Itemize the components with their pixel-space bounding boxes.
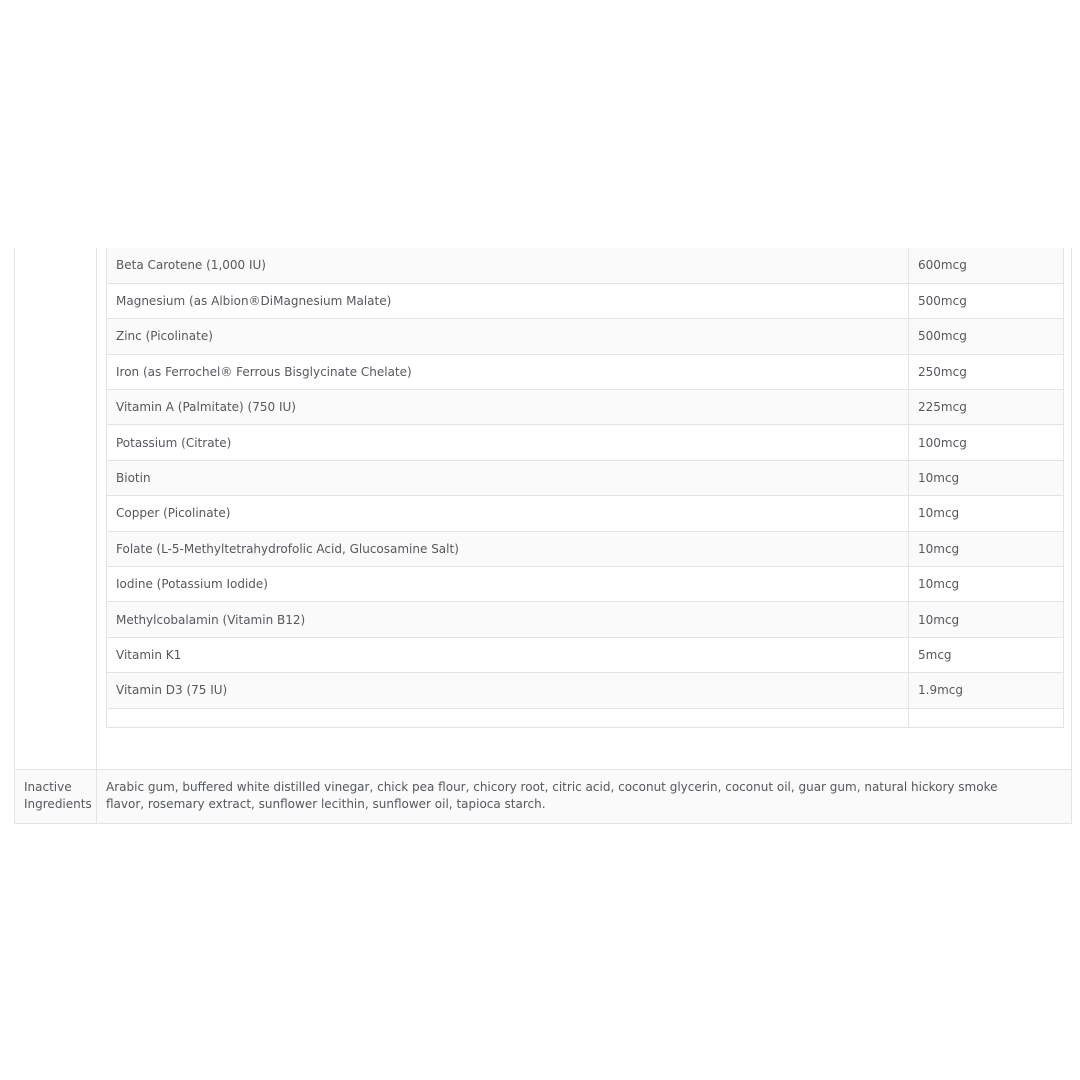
table-row — [107, 248, 1064, 283]
empty-cell — [909, 708, 1064, 727]
inactive-ingredients-text: Arabic gum, buffered white distilled vinegar, chick pea flour, chicory root, citric acid, coconut glycerin, coconut oil, guar gum, natural hickory smoke flavor, rosemary extract, sunflower lecithin, sunflower oil, tapioca starch. — [106, 780, 998, 811]
ingredients-table-body — [107, 248, 1064, 727]
inactive-ingredients-row — [15, 769, 1071, 823]
ingredient-amount: 1.9mcg — [909, 673, 1064, 708]
active-ingredients-label-cell — [15, 248, 97, 769]
ingredient-amount: 225mcg — [909, 390, 1064, 425]
table-row — [107, 283, 1064, 318]
empty-cell — [107, 708, 909, 727]
ingredient-name: Biotin — [107, 460, 909, 495]
active-ingredients-content-cell — [97, 248, 1071, 769]
table-row — [107, 531, 1064, 566]
supplement-facts-table — [14, 248, 1072, 824]
ingredients-table — [106, 248, 1064, 728]
table-row — [107, 673, 1064, 708]
ingredient-amount: 10mcg — [909, 460, 1064, 495]
ingredient-amount: 10mcg — [909, 602, 1064, 637]
ingredient-name: Zinc (Picolinate) — [107, 319, 909, 354]
ingredient-name: Copper (Picolinate) — [107, 496, 909, 531]
ingredient-amount: 250mcg — [909, 354, 1064, 389]
ingredient-amount: 5mcg — [909, 637, 1064, 672]
ingredient-name: Beta Carotene (1,000 IU) — [107, 248, 909, 283]
ingredient-name: Magnesium (as Albion®DiMagnesium Malate) — [107, 283, 909, 318]
ingredient-amount: 10mcg — [909, 531, 1064, 566]
ingredient-amount: 500mcg — [909, 319, 1064, 354]
ingredient-name: Vitamin A (Palmitate) (750 IU) — [107, 390, 909, 425]
ingredient-amount: 10mcg — [909, 567, 1064, 602]
ingredient-name: Folate (L-5-Methyltetrahydrofolic Acid, Glucosamine Salt) — [107, 531, 909, 566]
ingredient-name: Iron (as Ferrochel® Ferrous Bisglycinate Chelate) — [107, 354, 909, 389]
inactive-ingredients-label: Inactive Ingredients — [15, 770, 97, 823]
table-row — [107, 602, 1064, 637]
table-row — [107, 390, 1064, 425]
ingredient-name: Iodine (Potassium Iodide) — [107, 567, 909, 602]
table-row — [107, 319, 1064, 354]
ingredient-amount: 100mcg — [909, 425, 1064, 460]
ingredient-amount: 10mcg — [909, 496, 1064, 531]
active-ingredients-row — [15, 248, 1071, 769]
table-row — [107, 354, 1064, 389]
table-row — [107, 637, 1064, 672]
empty-table-row — [107, 708, 1064, 727]
table-row — [107, 425, 1064, 460]
ingredient-name: Vitamin D3 (75 IU) — [107, 673, 909, 708]
ingredient-name: Potassium (Citrate) — [107, 425, 909, 460]
table-row — [107, 567, 1064, 602]
ingredient-name: Vitamin K1 — [107, 637, 909, 672]
table-row — [107, 460, 1064, 495]
ingredient-name: Methylcobalamin (Vitamin B12) — [107, 602, 909, 637]
ingredient-amount: 500mcg — [909, 283, 1064, 318]
table-row — [107, 496, 1064, 531]
ingredient-amount: 600mcg — [909, 248, 1064, 283]
